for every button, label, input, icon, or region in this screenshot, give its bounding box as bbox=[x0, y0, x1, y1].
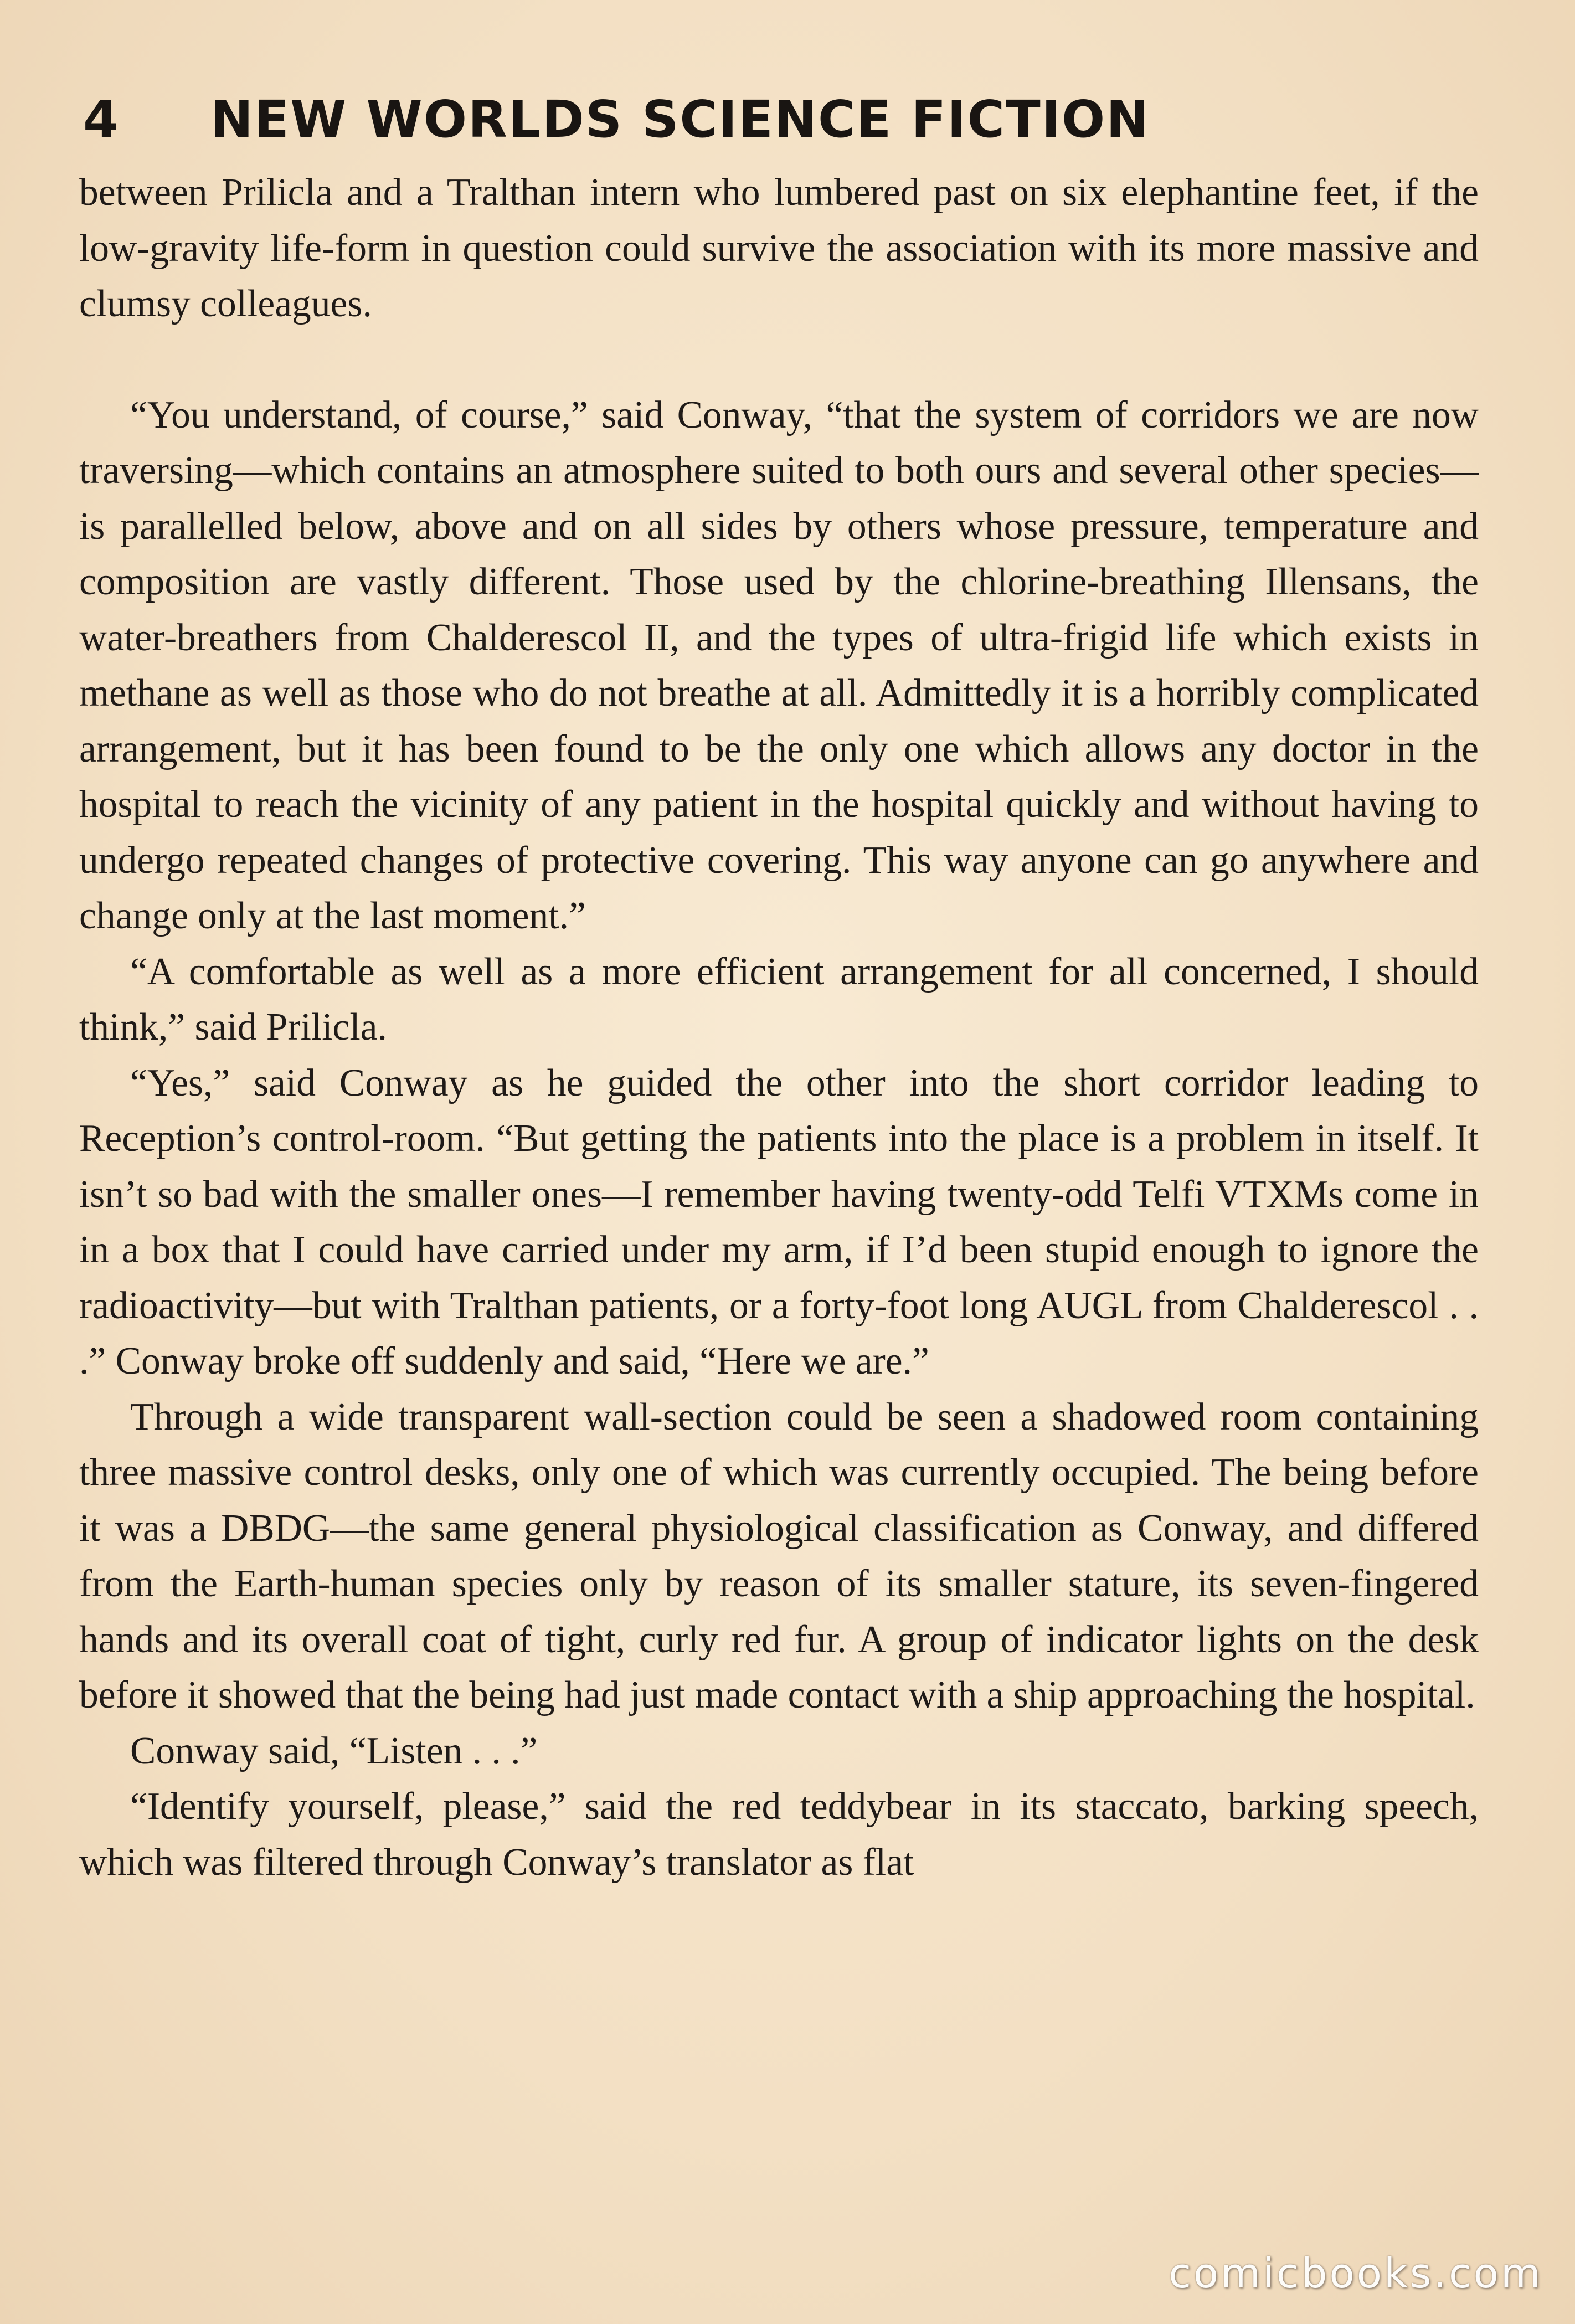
paragraph: “A comfortable as well as a more efficient arrangement for all concerned, I should think,” said Prilicla. bbox=[79, 950, 1479, 1048]
paragraph: “Identify yourself, please,” said the red teddybear in its staccato, barking speech, which was filtered through Conway’s translator as flat bbox=[79, 1785, 1479, 1884]
paragraph: Conway said, “Listen . . .” bbox=[130, 1729, 538, 1772]
paragraph: between Prilicla and a Tralthan intern who lumbered past on six elephantine feet, if the low-gravity life-form in question could survive the association with its more massive and clumsy colleagues. bbox=[79, 171, 1479, 325]
body-text bbox=[79, 165, 1479, 1890]
page-number: 4 bbox=[83, 89, 120, 149]
paragraph: “Yes,” said Conway as he guided the other into the short corridor leading to Reception’s control-room. “But getting the patients into the place is a problem in itself. It isn’t so bad with the smaller ones—I remember having twenty-odd Telfi VTXMs come in in a box that I could have carried under my arm, if I’d been stupid enough to ignore the radioactivity—but with Tralthan patients, or a forty-foot long AUGL from Chalderescol . . .” Conway broke off suddenly and said, “Here we are.” bbox=[79, 1061, 1479, 1382]
paragraph: “You understand, of course,” said Conway, “that the system of corridors we are now traversing—which contains an atmosphere suited to both ours and several other species—is parallelled below, above and on all sides by others whose pressure, temperature and composition are vastly different. Those used by the chlorine-breathing Illensans, the water-breathers from Chalderescol II, and the types of ultra-frigid life which exists in methane as well as those who do not breathe at all. Admittedly it is a horribly complicated arrangement, but it has been found to be the only one which allows any doctor in the hospital to reach the vicinity of any patient in the hospital quickly and without having to undergo repeated changes of protective covering. This way anyone can go anywhere and change only at the last moment.” bbox=[79, 393, 1479, 937]
running-header bbox=[83, 83, 1150, 155]
watermark: comicbooks.com bbox=[1169, 2250, 1543, 2297]
running-title: NEW WORLDS SCIENCE FICTION bbox=[210, 89, 1150, 149]
paragraph: Through a wide transparent wall-section could be seen a shadowed room containing three massive control desks, only one of which was currently occupied. The being before it was a DBDG—the same general physiological classification as Conway, and differed from the Earth-human species only by reason of its smaller stature, its seven-fingered hands and its overall coat of tight, curly red fur. A group of indicator lights on the desk before it showed that the being had just made contact with a ship approaching the hospital. bbox=[79, 1395, 1479, 1716]
